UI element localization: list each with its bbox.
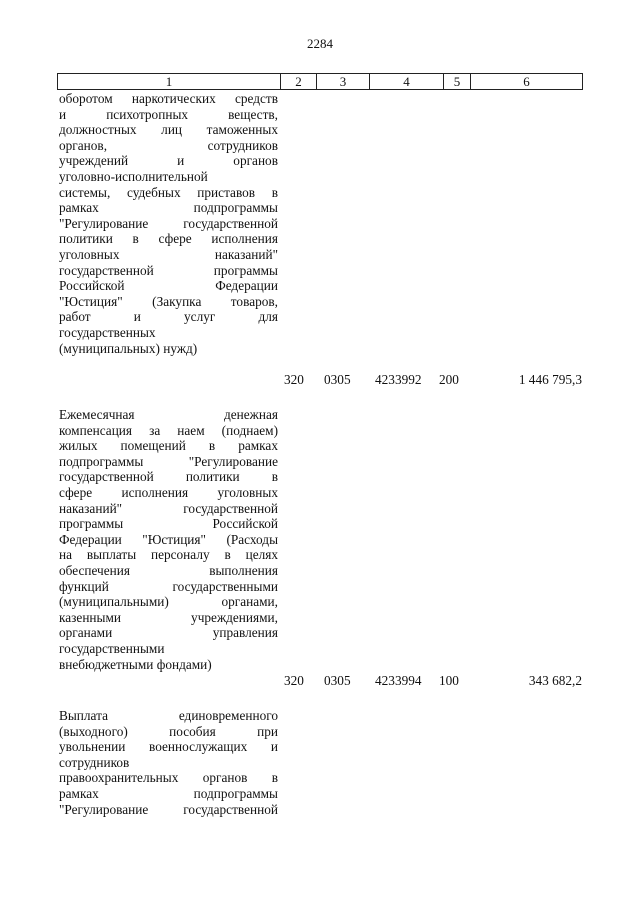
description-line: уголовно-исполнительной xyxy=(59,168,208,184)
description-line: обеспечения выполнения xyxy=(59,562,278,578)
entry-col2: 320 xyxy=(284,372,304,387)
description-line: (муниципальных) нужд) xyxy=(59,340,198,356)
column-header-row xyxy=(58,74,583,90)
entry-col3: 0305 xyxy=(324,673,351,688)
entry-amount: 343 682,2 xyxy=(528,673,582,688)
description-line: рамках подпрограммы xyxy=(59,200,278,216)
description-line: уголовных наказаний" xyxy=(59,246,278,262)
description-line: должностных лиц таможенных xyxy=(59,122,278,138)
column-header-5: 5 xyxy=(444,74,471,90)
description-line: государственных xyxy=(59,324,156,340)
description-line: органов, сотрудников xyxy=(59,137,278,153)
description-line: Российской Федерации xyxy=(59,278,278,294)
column-header-1: 1 xyxy=(58,74,281,90)
description-line: Выплата единовременного xyxy=(59,708,278,723)
description-line: работ и услуг для xyxy=(59,309,278,325)
description-line: государственной политики в xyxy=(59,469,278,485)
entry-col4: 4233994 xyxy=(375,673,422,688)
entry-col2: 320 xyxy=(284,673,304,688)
entry-col5: 100 xyxy=(439,673,459,688)
description-line: политики в сфере исполнения xyxy=(59,231,278,247)
description-line: Ежемесячная денежная xyxy=(59,407,278,422)
entry-amount: 1 446 795,3 xyxy=(518,372,582,387)
description-line: функций государственными xyxy=(59,578,278,594)
column-header-2: 2 xyxy=(281,74,317,90)
description-line: органами управления xyxy=(59,625,278,641)
description-line: государственными xyxy=(59,640,165,656)
entry-col5: 200 xyxy=(439,372,459,387)
description-line: компенсация за наем (поднаем) xyxy=(59,422,278,438)
description-line: "Регулирование государственной xyxy=(59,801,278,817)
entry-col3: 0305 xyxy=(324,372,351,387)
column-header-6: 6 xyxy=(471,74,583,90)
description-line: сотрудников xyxy=(59,754,130,770)
description-line: государственной программы xyxy=(59,262,278,278)
description-line: системы, судебных приставов в xyxy=(59,184,278,200)
description-line: подпрограммы "Регулирование xyxy=(59,453,278,469)
description-line: (муниципальными) органами, xyxy=(59,594,278,610)
description-line: правоохранительных органов в xyxy=(59,770,278,786)
description-line: и психотропных веществ, xyxy=(59,106,278,122)
description-line: рамках подпрограммы xyxy=(59,785,278,801)
entry-description xyxy=(59,708,278,817)
description-line: жилых помещений в рамках xyxy=(59,438,278,454)
entry-description xyxy=(59,91,278,356)
column-header-table xyxy=(57,73,583,90)
description-line: Федерации "Юстиция" (Расходы xyxy=(59,531,278,547)
column-header-3: 3 xyxy=(317,74,370,90)
description-line: "Юстиция" (Закупка товаров, xyxy=(59,293,278,309)
description-line: увольнении военнослужащих и xyxy=(59,739,278,755)
description-line: "Регулирование государственной xyxy=(59,215,278,231)
description-line: наказаний" государственной xyxy=(59,500,278,516)
entry-description xyxy=(59,407,278,672)
description-line: внебюджетными фондами) xyxy=(59,656,212,672)
page-number: 2284 xyxy=(307,36,333,51)
description-line: оборотом наркотических средств xyxy=(59,91,278,106)
description-line: казенными учреждениями, xyxy=(59,609,278,625)
description-line: программы Российской xyxy=(59,516,278,532)
description-line: (выходного) пособия при xyxy=(59,723,278,739)
description-line: на выплаты персоналу в целях xyxy=(59,547,278,563)
description-line: учреждений и органов xyxy=(59,153,278,169)
description-line: сфере исполнения уголовных xyxy=(59,484,278,500)
column-header-4: 4 xyxy=(370,74,444,90)
entry-col4: 4233992 xyxy=(375,372,422,387)
